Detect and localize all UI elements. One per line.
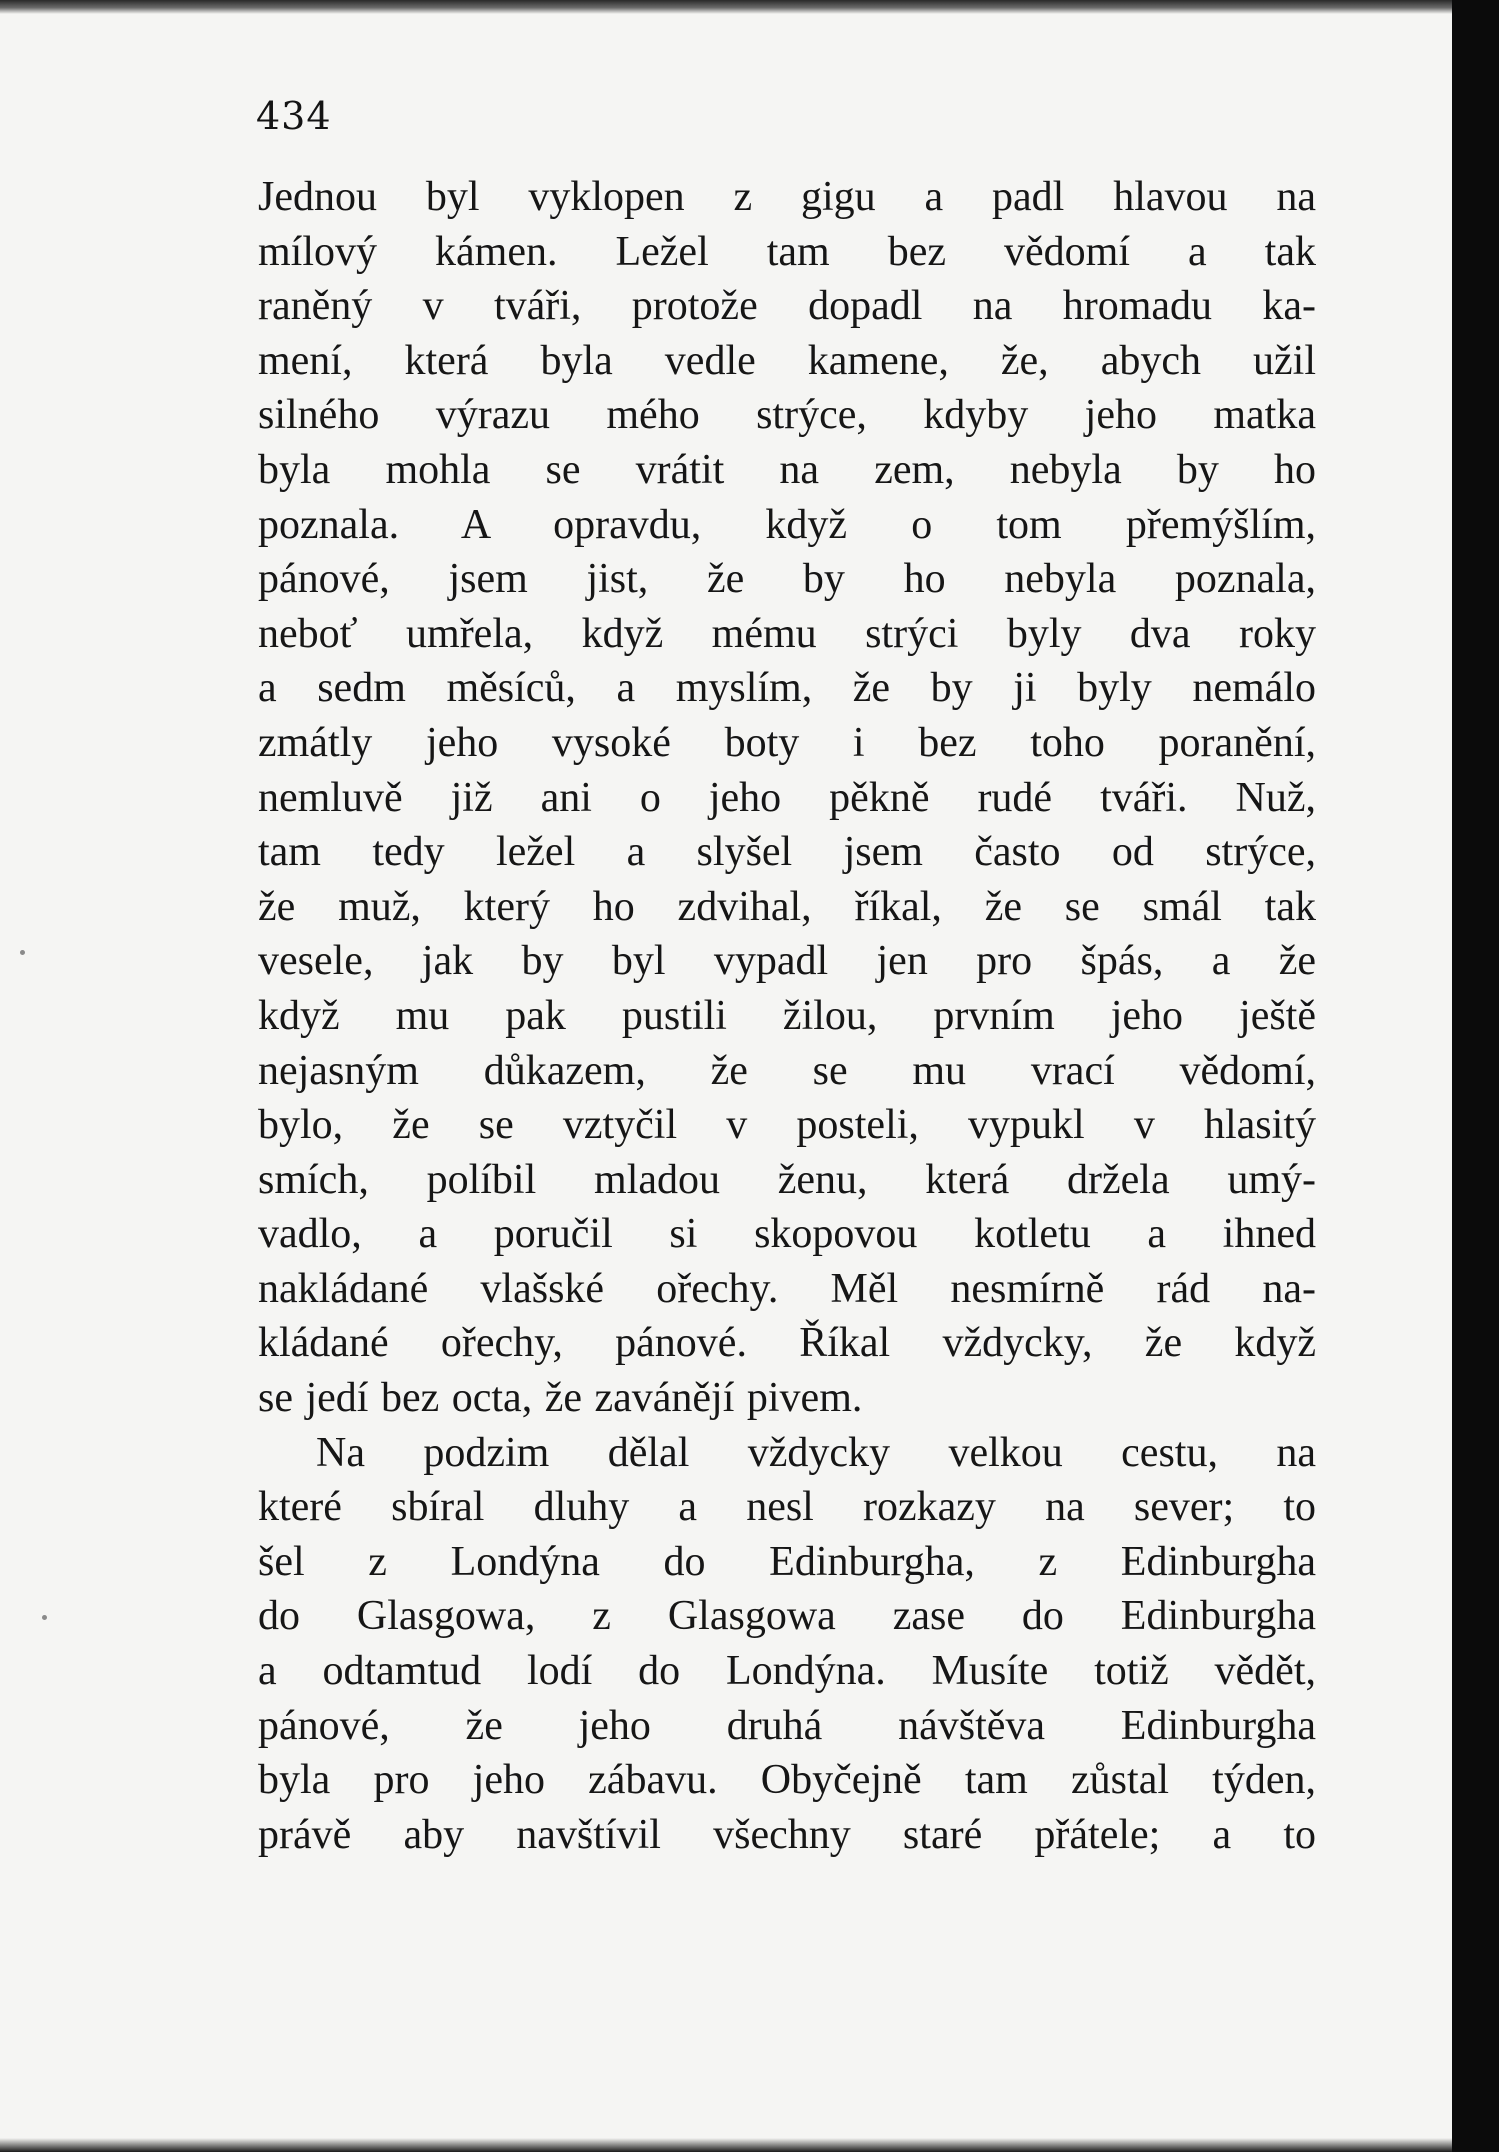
text-line: bylo, že se vztyčil v posteli, vypukl v hlasitý xyxy=(258,1102,1316,1149)
text-line: nejasným důkazem, že se mu vrací vědomí, xyxy=(258,1047,1316,1094)
text-line: zmátly jeho vysoké boty i bez toho poranění, xyxy=(258,719,1316,766)
scan-right-border xyxy=(1452,0,1499,2152)
text-line: šel z Londýna do Edinburgha, z Edinburgha xyxy=(258,1538,1316,1585)
page-number: 434 xyxy=(256,94,332,138)
scan-speck xyxy=(20,950,25,955)
text-line: nakládané vlašské ořechy. Měl nesmírně rád na- xyxy=(258,1265,1316,1312)
text-line: mení, která byla vedle kamene, že, abych užil xyxy=(258,337,1316,384)
text-line: které sbíral dluhy a nesl rozkazy na sever; to xyxy=(258,1484,1316,1531)
text-line: neboť umřela, když mému strýci byly dva roky xyxy=(258,610,1316,657)
text-line: do Glasgowa, z Glasgowa zase do Edinburgha xyxy=(258,1593,1316,1640)
text-line: byla pro jeho zábavu. Obyčejně tam zůstal týden, xyxy=(258,1757,1316,1804)
text-line: a odtamtud lodí do Londýna. Musíte totiž vědět, xyxy=(258,1648,1316,1695)
text-line: byla mohla se vrátit na zem, nebyla by ho xyxy=(258,446,1316,493)
text-line: silného výrazu mého strýce, kdyby jeho matka xyxy=(258,392,1316,439)
text-line: nemluvě již ani o jeho pěkně rudé tváři. Nuž, xyxy=(258,774,1316,821)
text-line: že muž, který ho zdvihal, říkal, že se smál tak xyxy=(258,883,1316,930)
page-top-shadow xyxy=(0,0,1452,14)
text-line: se jedí bez octa, že zavánějí pivem. xyxy=(258,1375,863,1422)
text-line: raněný v tváři, protože dopadl na hromadu ka- xyxy=(258,283,1316,330)
text-line: kládané ořechy, pánové. Říkal vždycky, že když xyxy=(258,1320,1316,1367)
text-line: smích, políbil mladou ženu, která držela umý- xyxy=(258,1156,1316,1203)
text-line: poznala. A opravdu, když o tom přemýšlím, xyxy=(258,501,1316,548)
body-text xyxy=(258,170,1316,1862)
text-line: Na podzim dělal vždycky velkou cestu, na xyxy=(316,1429,1316,1476)
text-line: vadlo, a poručil si skopovou kotletu a ihned xyxy=(258,1211,1316,1258)
page-bottom-shadow xyxy=(0,2138,1452,2152)
text-line: vesele, jak by byl vypadl jen pro špás, a že xyxy=(258,938,1316,985)
text-line: když mu pak pustili žilou, prvním jeho ještě xyxy=(258,992,1316,1039)
text-line: pánové, že jeho druhá návštěva Edinburgha xyxy=(258,1702,1316,1749)
text-line: právě aby navštívil všechny staré přátele; a to xyxy=(258,1811,1316,1858)
text-line: a sedm měsíců, a myslím, že by ji byly nemálo xyxy=(258,665,1316,712)
text-line: pánové, jsem jist, že by ho nebyla poznala, xyxy=(258,556,1316,603)
text-line: mílový kámen. Ležel tam bez vědomí a tak xyxy=(258,228,1316,275)
text-line: tam tedy ležel a slyšel jsem často od strýce, xyxy=(258,829,1316,876)
text-line: Jednou byl vyklopen z gigu a padl hlavou na xyxy=(258,174,1316,220)
scan-speck xyxy=(42,1615,47,1620)
